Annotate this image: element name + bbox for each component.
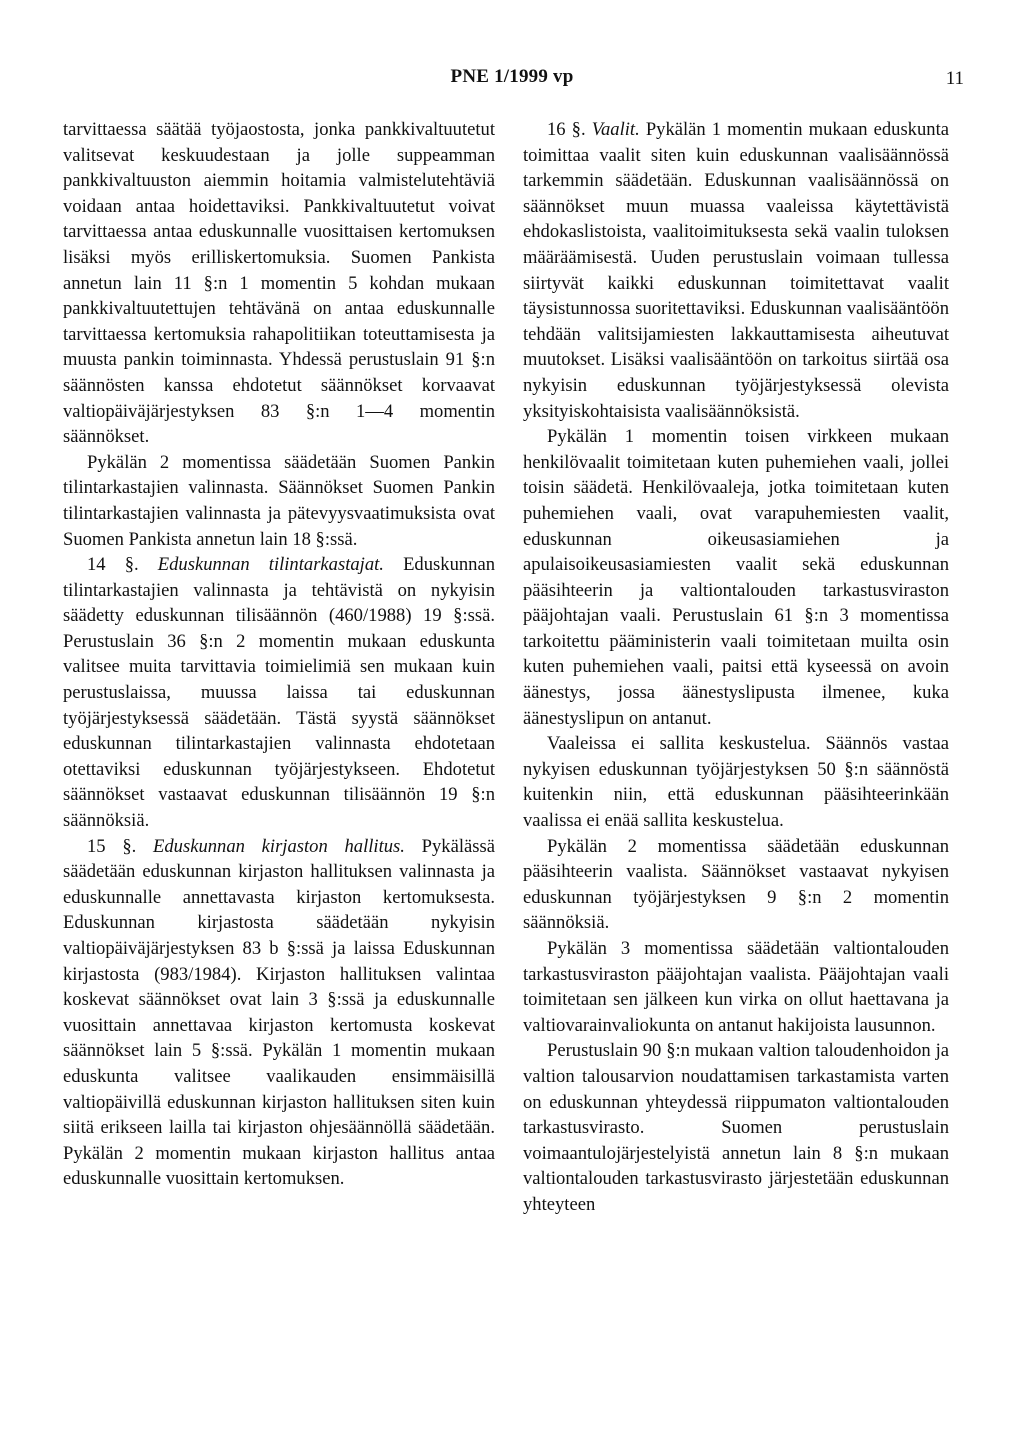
paragraph: Vaaleissa ei sallita keskustelua. Säännös vastaa nykyisen eduskunnan työjärjestyksen 50 §:n säännöstä kuitenkin niin, että eduskunnan pääsihteerinkään vaalissa ei enää sallita keskustelua. — [523, 733, 949, 832]
paragraph: tarvittaessa säätää työjaostosta, jonka pankkivaltuutetut valitsevat keskuudestaan ja jolle suppeamman pankkivaltuuston aiemmin hoitamia valmistelutehtäviä voidaan antaa hoidettaviksi. Pankkivaltuutetut voivat tarvittaessa antaa eduskunnalle vuosittaisen kertomuksen lisäksi myös erilliskertomuksia. Suomen Pankista annetun lain 11 §:n 1 momentin 5 kohdan mukaan pankkivaltuutettujen tehtävänä on antaa eduskunnalle tarvittaessa kertomuksia rahapolitiikan toteuttamisesta ja muusta pankin toiminnasta. Yhdessä perustuslain 91 §:n säännösten kanssa ehdotetut säännökset korvaavat valtiopäiväjärjestyksen 83 §:n 1—4 momentin säännökset. — [63, 119, 495, 448]
paragraph: Pykälän 2 momentissa säädetään eduskunnan pääsihteerin vaalista. Säännökset vastaavat nykyisen eduskunnan työjärjestyksen 9 §:n 2 momentin säännöksiä. — [523, 835, 949, 934]
section-paragraph — [63, 834, 495, 1192]
section-number: 16 §. — [547, 119, 586, 140]
paragraph: Pykälän 3 momentissa säädetään valtiontalouden tarkastusviraston pääjohtajan vaalista. Pääjohtajan vaali toimitetaan sen jälkeen kun virka on ollut haettavana ja valtiovarainvaliokunta on antanut hakijoista lausunnon. — [523, 938, 949, 1036]
section-title: Eduskunnan tilintarkastajat. — [157, 554, 384, 576]
section-number: 14 §. — [87, 554, 139, 576]
paragraph: Pykälän 2 momentissa säädetään Suomen Pankin tilintarkastajien valinnasta. Säännökset Suomen Pankin tilintarkastajien valinnasta ja pätevyysvaatimuksista ovat Suomen Pankista annetun lain 18 §:ssä. — [63, 451, 495, 550]
section-text: Eduskunnan tilintarkastajien valinnasta ja tehtävistä on nykyisin säädetty eduskunnan tilisäännön (460/1988) 19 §:ssä. Perustuslain 36 §:n 2 momentin mukaan eduskunta valitsee muita tarvittavia toimielimiä sen mukaan kuin perustuslaissa, muussa laissa tai eduskunnan työjärjestyksessä säädetään. Tästä syystä säännökset eduskunnan tilintarkastajien valinnasta ehdotetaan otettaviksi eduskunnan työjärjestykseen. Ehdotetut säännökset vastaavat eduskunnan tilisäännön 19 §:n säännöksiä. — [63, 554, 496, 832]
section-text: Pykälän 1 momentin mukaan eduskunta toimittaa vaalit siten kuin eduskunnan vaalisäännössä tarkemmin säädetään. Eduskunnan vaalisäännössä on säännökset muun muassa vaaleissa käytettävistä ehdokaslistoista, vaalitoimituksesta sekä vaalin tuloksen määräämisestä. Uuden perustuslain voimaan tullessa siirtyvät kaikki eduskunnan toimitettavat vaalit täysistunnossa suoritettaviksi. Eduskunnan vaalisääntöön tehdään valitsijamiesten lakkauttamisesta aiheutuvat muutokset. Lisäksi vaalisääntöön on tarkoitus siirtää osa nykyisin eduskunnan työjärjestyksessä olevista yksityiskohtaisista vaalisäännöksistä. — [523, 119, 949, 422]
running-head: PNE 1/1999 vp — [450, 66, 574, 87]
section-paragraph — [523, 117, 949, 424]
paragraph: Pykälän 1 momentin toisen virkkeen mukaan henkilövaalit toimitetaan kuten puhemiehen vaali, jollei toisin säädetä. Henkilövaaleja, jotka toimitetaan kuten puhemiehen vaali, ovat varapuhemiesten vaalit, eduskunnan oikeusasiamiehen ja apulaisoikeusasiamiesten vaalit sekä eduskunnan pääsihteerin ja valtiontalouden tarkastusviraston pääjohtajan vaali. Perustuslain 61 §:n 3 momentissa tarkoitettu pääministerin vaali toimitetaan muilta osin kuten puhemiehen vaali, paitsi että kyseessä on avoin äänestys, jossa äänestyslipusta ilmenee, kuka äänestyslipun on antanut. — [523, 426, 949, 729]
page-number: 11 — [945, 68, 964, 89]
section-text: Pykälässä säädetään eduskunnan kirjaston hallituksen valinnasta ja eduskunnalle annettavasta kirjaston kertomuksesta. Eduskunnan kirjastosta säädetään nykyisin valtiopäiväjärjestyksen 83 b §:ssä ja laissa Eduskunnan kirjastosta (983/1984). Kirjaston hallituksen valintaa koskevat säännökset ovat lain 3 §:ssä ja eduskunnalle vuosittain annettavaa kirjaston kertomusta koskevat säännökset lain 5 §:ssä. Pykälän 1 momentin mukaan eduskunta valitsee vaalikauden ensimmäisillä valtiopäivillä eduskunnan kirjaston hallituksen siten kuin siitä erikseen lailla tai kirjaston ohjesäännöllä säädetään. Pykälän 2 momentin mukaan kirjaston hallitus antaa eduskunnalle vuosittain kertomuksen. — [63, 835, 496, 1190]
section-number: 15 §. — [87, 835, 137, 857]
section-paragraph — [63, 552, 495, 834]
section-title: Vaalit. — [591, 119, 640, 140]
right-column — [523, 117, 949, 1218]
section-title: Eduskunnan kirjaston hallitus. — [153, 835, 405, 857]
left-column — [63, 117, 495, 1192]
paragraph: Perustuslain 90 §:n mukaan valtion taloudenhoidon ja valtion talousarvion noudattamisen tarkastamista varten on eduskunnan yhteydessä riippumaton valtiontalouden tarkastusvirasto. Suomen perustuslain voimaantulojärjestelyistä annetun lain 8 §:n mukaan valtiontalouden tarkastusvirasto järjestetään eduskunnan yhteyteen — [523, 1040, 949, 1215]
